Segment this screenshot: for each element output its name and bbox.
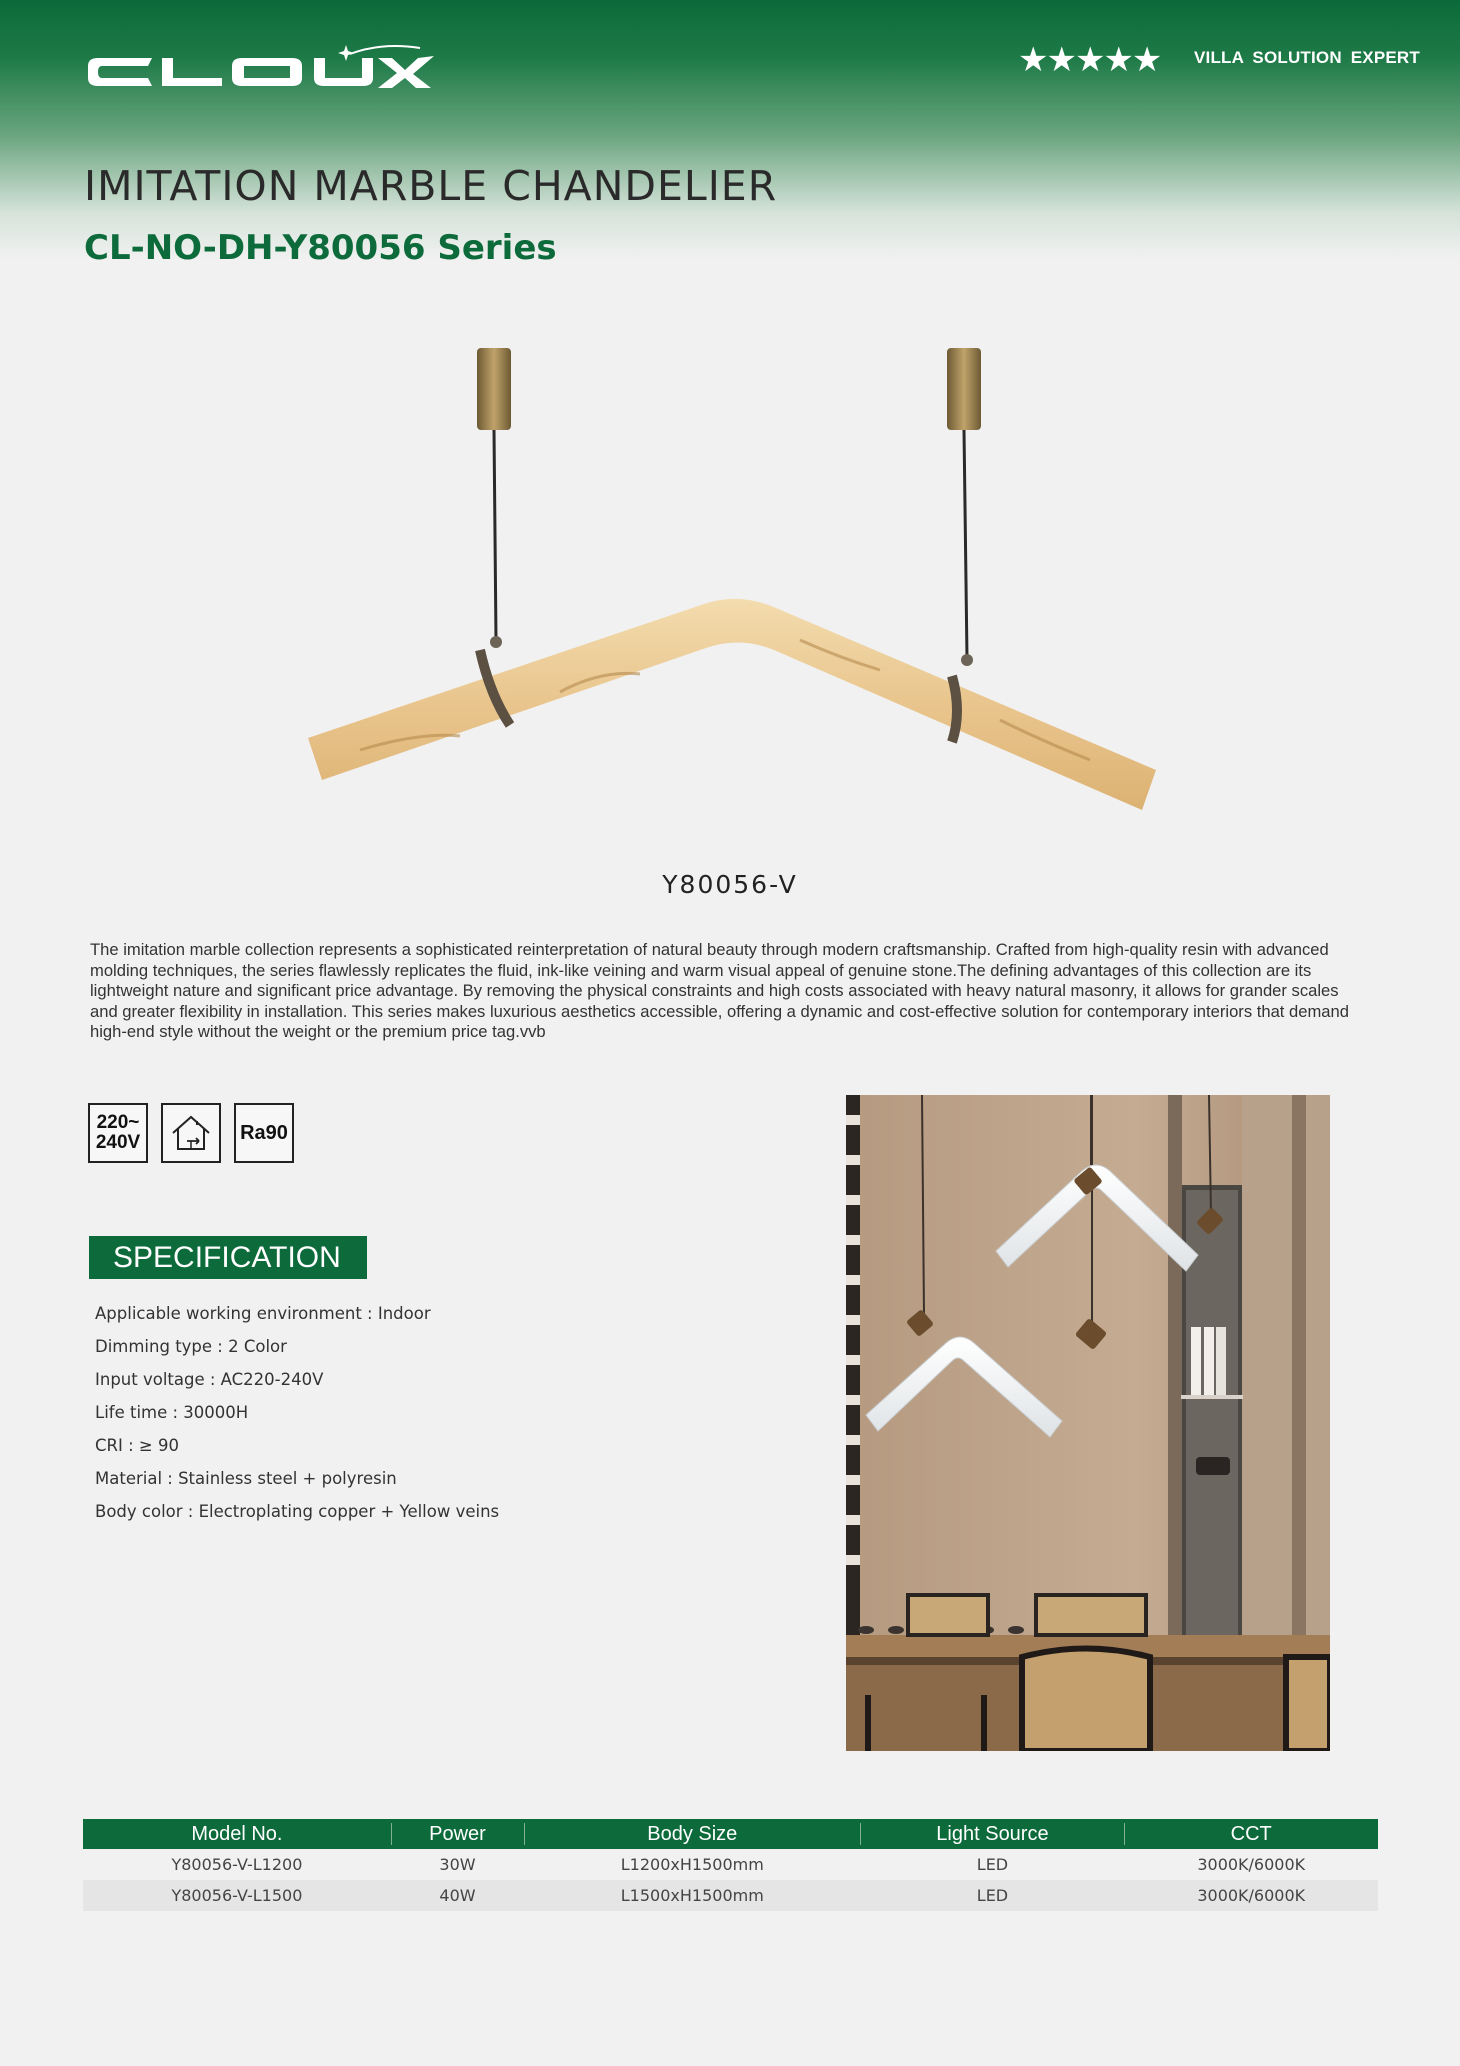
header-light-source: Light Source — [860, 1819, 1124, 1849]
cell-body-size: L1500xH1500mm — [524, 1880, 860, 1911]
voltage-line1: 220~ — [96, 1112, 140, 1133]
header-body-size: Body Size — [524, 1819, 860, 1849]
cell-power: 40W — [391, 1880, 524, 1911]
spec-item: Dimming type : 2 Color — [95, 1337, 287, 1356]
spec-item: Body color : Electroplating copper + Yellow veins — [95, 1502, 500, 1521]
tagline: VILLA SOLUTION EXPERT — [1194, 48, 1420, 67]
header-cct: CCT — [1124, 1819, 1378, 1849]
cell-light-source: LED — [976, 1855, 1009, 1874]
table-row — [83, 1849, 1378, 1880]
cell-model-no: Y80056-V-L1200 — [171, 1855, 303, 1874]
interior-scene-image — [846, 1095, 1330, 1751]
spec-item: Applicable working environment : Indoor — [95, 1304, 431, 1323]
series-name: CL-NO-DH-Y80056 Series — [84, 228, 557, 268]
chandelier-product-image — [300, 340, 1160, 830]
cell-cct: 3000K/6000K — [1197, 1855, 1306, 1874]
rating-stars: ★★★★★ — [1018, 40, 1161, 80]
cell-power: 30W — [439, 1855, 476, 1874]
house-icon — [161, 1103, 221, 1163]
cell-light-source: LED — [860, 1880, 1124, 1911]
spec-item: CRI : ≥ 90 — [95, 1436, 179, 1455]
spec-item: Input voltage : AC220-240V — [95, 1370, 324, 1389]
table-header-row — [83, 1819, 1378, 1849]
cell-cct: 3000K/6000K — [1124, 1880, 1378, 1911]
table-row — [83, 1880, 1378, 1911]
specification-list — [95, 1303, 499, 1534]
header-band — [0, 0, 1460, 260]
feature-badges — [88, 1103, 294, 1163]
product-title: IMITATION MARBLE CHANDELIER — [84, 162, 778, 210]
model-table — [83, 1819, 1378, 1911]
voltage-line2: 240V — [95, 1132, 141, 1153]
specification-heading: SPECIFICATION — [89, 1236, 367, 1279]
cloux-logo — [82, 40, 442, 102]
model-label: Y80056-V — [662, 870, 798, 899]
spec-item: Material : Stainless steel + polyresin — [95, 1469, 397, 1488]
header-power: Power — [391, 1819, 524, 1849]
cell-body-size: L1200xH1500mm — [620, 1855, 764, 1874]
spec-item: Life time : 30000H — [95, 1403, 249, 1422]
cri-badge: Ra90 — [234, 1103, 294, 1163]
cell-model-no: Y80056-V-L1500 — [83, 1880, 391, 1911]
product-description: The imitation marble collection represents a sophisticated reinterpretation of natural beauty through modern craftsmanship. Crafted from high-quality resin with advanced molding techniques, the series flawlessly replicates the fluid, ink-like veining and warm visual appeal of genuine stone.The defining advantages of this collection are its lightweight nature and significant price advantage. By removing the physical constraints and high costs associated with heavy natural masonry, it allows for grander scales and greater flexibility in installation. This series makes luxurious aesthetics accessible, offering a dynamic and cost-effective solution for contemporary interiors that demand high-end style without the weight or the premium price tag.vvb — [90, 940, 1349, 1041]
voltage-badge — [88, 1103, 148, 1163]
header-model-no: Model No. — [83, 1819, 391, 1849]
